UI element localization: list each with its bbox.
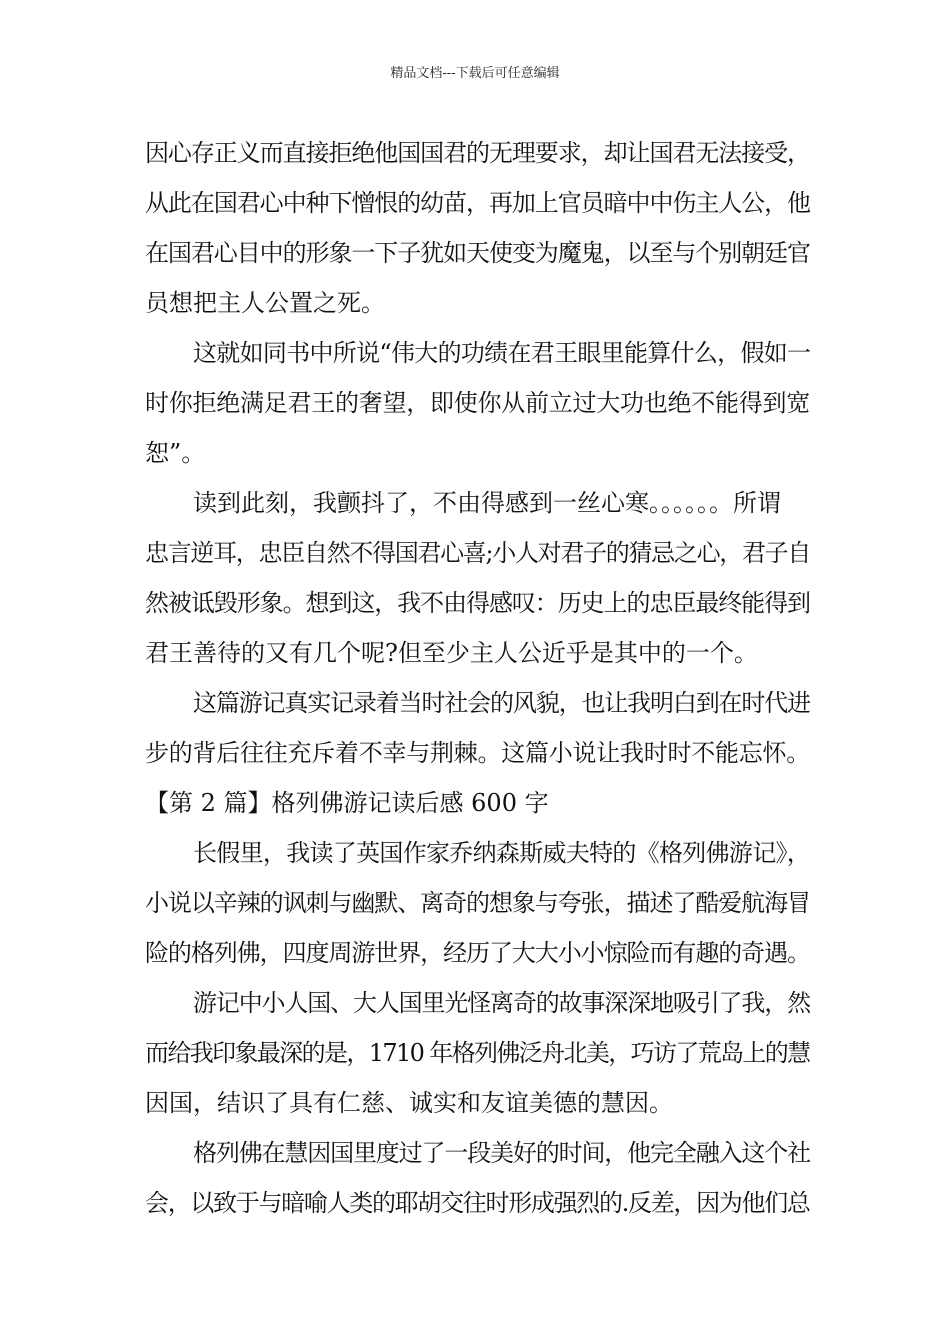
text-line: 而给我印象最深的是，1710 年格列佛泛舟北美，巧访了荒岛上的慧 xyxy=(145,1039,810,1067)
text-line: 步的背后往往充斥着不幸与荆棘。这篇小说让我时时不能忘怀。 xyxy=(145,739,810,767)
document-body xyxy=(145,128,810,1228)
text-line: 小说以辛辣的讽刺与幽默、离奇的想象与夸张，描述了酷爱航海冒 xyxy=(145,889,810,917)
text-line: 读到此刻，我颤抖了，不由得感到一丝心寒。。。。。。所谓 xyxy=(193,489,781,517)
text-line: 君王善待的又有几个呢?但至少主人公近乎是其中的一个。 xyxy=(145,639,758,667)
text-line: 恕”。 xyxy=(145,439,206,467)
text-line: 从此在国君心中种下憎恨的幼苗，再加上官员暗中中伤主人公，他 xyxy=(145,189,810,217)
text-line: 因国，结识了具有仁慈、诚实和友谊美德的慧因。 xyxy=(145,1089,673,1117)
section-heading: 【第 2 篇】格列佛游记读后感 600 字 xyxy=(145,789,549,817)
text-line: 险的格列佛，四度周游世界，经历了大大小小惊险而有趣的奇遇。 xyxy=(145,939,810,967)
text-line: 格列佛在慧因国里度过了一段美好的时间，他完全融入这个社 xyxy=(193,1139,810,1167)
text-line: 因心存正义而直接拒绝他国国君的无理要求，却让国君无法接受， xyxy=(145,139,810,167)
text-line: 忠言逆耳，忠臣自然不得国君心喜;小人对君子的猜忌之心，君子自 xyxy=(145,539,811,567)
text-line: 这就如同书中所说“伟大的功绩在君王眼里能算什么，假如一 xyxy=(193,339,811,367)
text-line: 游记中小人国、大人国里光怪离奇的故事深深地吸引了我，然 xyxy=(193,989,810,1017)
text-line: 这篇游记真实记录着当时社会的风貌，也让我明白到在时代进 xyxy=(193,689,810,717)
text-line: 在国君心目中的形象一下子犹如天使变为魔鬼，以至与个别朝廷官 xyxy=(145,239,810,267)
text-line: 会，以致于与暗喻人类的耶胡交往时形成强烈的.反差，因为他们总 xyxy=(145,1189,810,1217)
page-header: 精品文档---下载后可任意编辑 xyxy=(390,66,560,81)
text-line: 员想把主人公置之死。 xyxy=(145,289,385,317)
text-line: 然被诋毁形象。想到这，我不由得感叹：历史上的忠臣最终能得到 xyxy=(145,589,810,617)
text-line: 长假里，我读了英国作家乔纳森斯威夫特的《格列佛游记》， xyxy=(193,839,811,867)
text-line: 时你拒绝满足君王的奢望，即使你从前立过大功也绝不能得到宽 xyxy=(145,389,810,417)
